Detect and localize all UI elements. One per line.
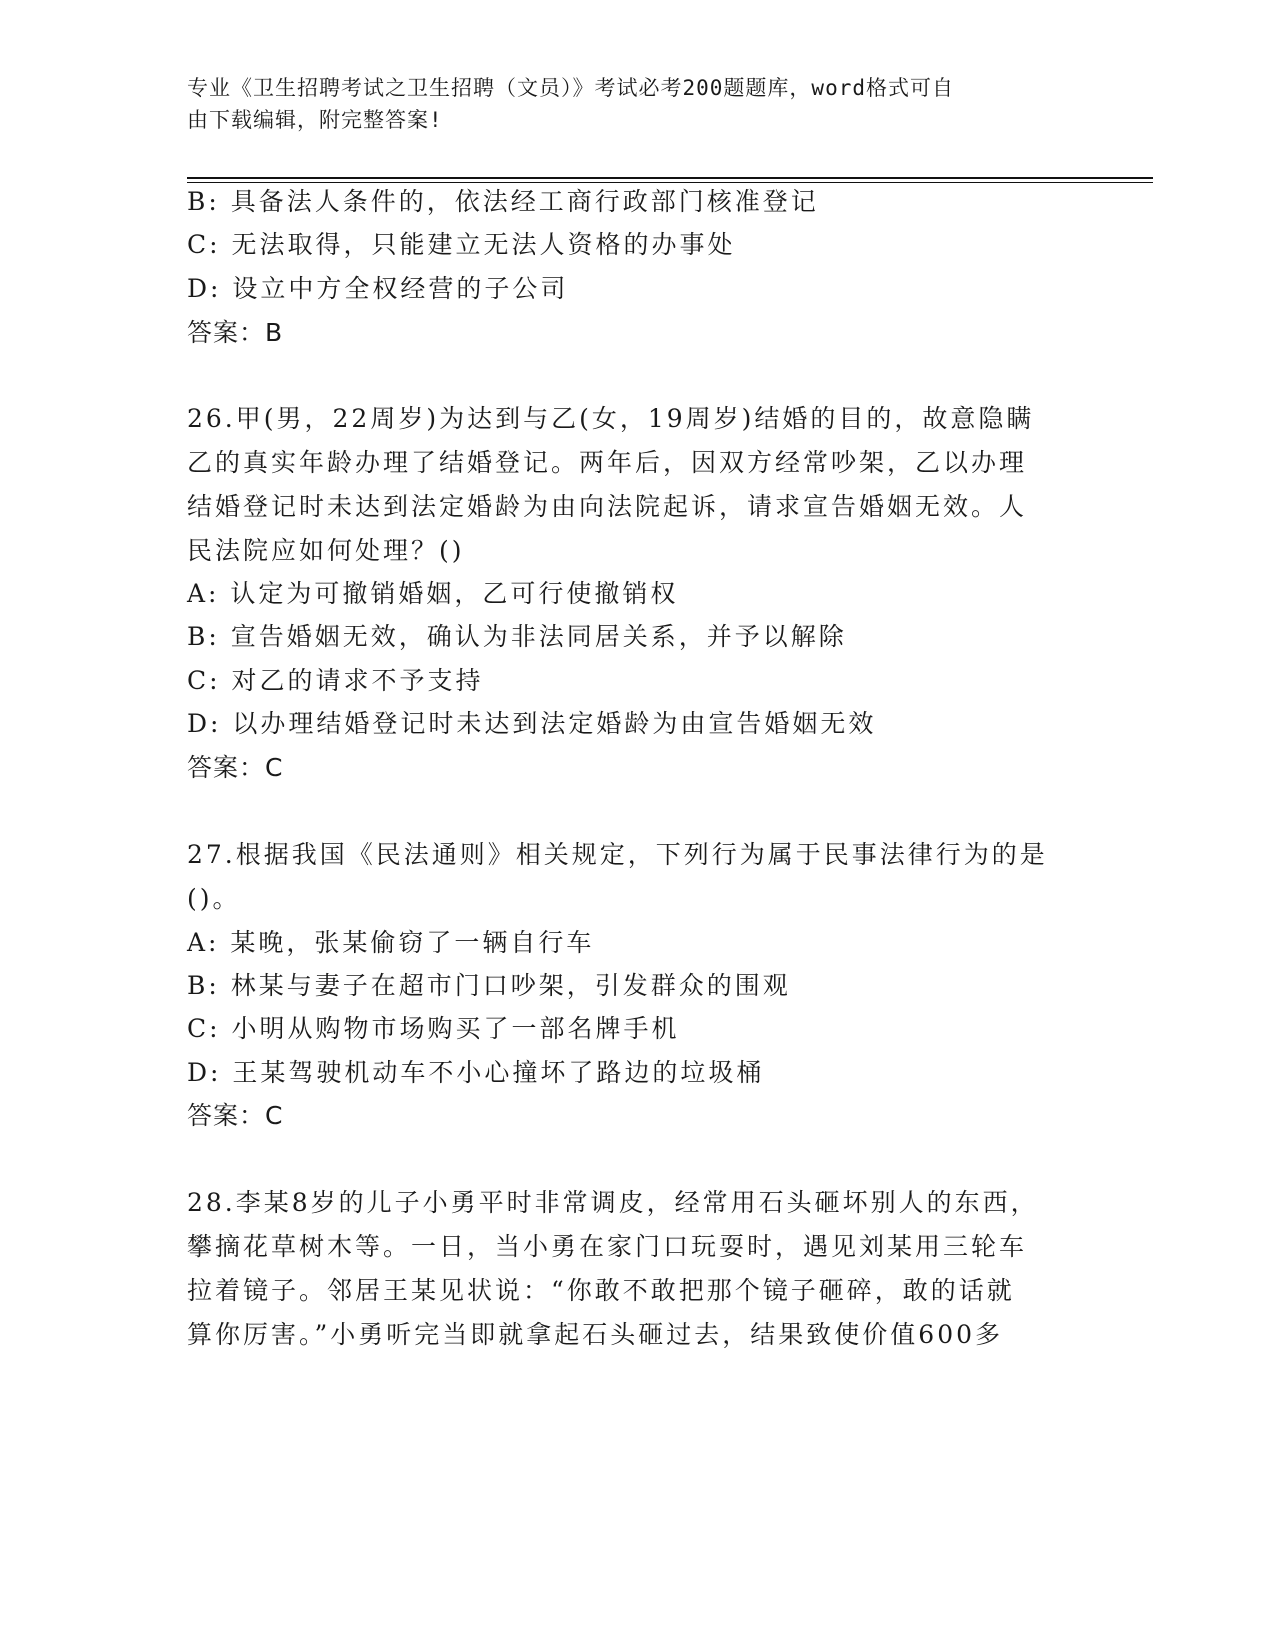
q26-stem-line-2: 乙的真实年龄办理了结婚登记。两年后，因双方经常吵架，乙以办理 <box>187 448 1028 477</box>
q26-option-c: C: 对乙的请求不予支持 <box>187 666 484 695</box>
q27-option-a: A: 某晚，张某偷窃了一辆自行车 <box>187 928 595 957</box>
q26-stem-line-3: 结婚登记时未达到法定婚龄为由向法院起诉，请求宣告婚姻无效。人 <box>187 492 1028 521</box>
q27-stem-line-2: ()。 <box>187 884 241 913</box>
q25-option-c: C: 无法取得，只能建立无法人资格的办事处 <box>187 230 736 259</box>
q27-answer: 答案：C <box>187 1101 284 1130</box>
q25-answer: 答案：B <box>187 318 284 347</box>
q25-option-d: D: 设立中方全权经营的子公司 <box>187 274 569 303</box>
q28-stem-line-4: 算你厉害。”小勇听完当即就拿起石头砸过去，结果致使价值600多 <box>187 1320 1004 1349</box>
document-header <box>187 72 1067 136</box>
q25-option-b: B: 具备法人条件的，依法经工商行政部门核准登记 <box>187 187 819 216</box>
q26-option-a: A: 认定为可撤销婚姻，乙可行使撤销权 <box>187 579 679 608</box>
q26-answer: 答案：C <box>187 753 284 782</box>
q27-option-c: C: 小明从购物市场购买了一部名牌手机 <box>187 1014 680 1043</box>
q26-option-b: B: 宣告婚姻无效，确认为非法同居关系，并予以解除 <box>187 622 847 651</box>
header-line-2: 由下载编辑，附完整答案! <box>187 108 443 132</box>
q27-option-b: B: 林某与妻子在超市门口吵架，引发群众的围观 <box>187 971 791 1000</box>
q28-stem-line-3: 拉着镜子。邻居王某见状说：“你敢不敢把那个镜子砸碎，敢的话就 <box>187 1276 1015 1305</box>
header-line-1: 专业《卫生招聘考试之卫生招聘（文员）》考试必考200题题库，word格式可自 <box>187 76 954 100</box>
q26-stem-line-4: 民法院应如何处理？() <box>187 536 465 565</box>
q26-option-d: D: 以办理结婚登记时未达到法定婚龄为由宣告婚姻无效 <box>187 709 877 738</box>
q26-stem-line-1: 26.甲(男，22周岁)为达到与乙(女，19周岁)结婚的目的，故意隐瞒 <box>187 404 1035 433</box>
q28-stem-line-1: 28.李某8岁的儿子小勇平时非常调皮，经常用石头砸坏别人的东西， <box>187 1188 1039 1217</box>
q27-stem-line-1: 27.根据我国《民法通则》相关规定，下列行为属于民事法律行为的是 <box>187 840 1048 869</box>
q28-stem-line-2: 攀摘花草树木等。一日，当小勇在家门口玩耍时，遇见刘某用三轮车 <box>187 1232 1028 1261</box>
q27-option-d: D: 王某驾驶机动车不小心撞坏了路边的垃圾桶 <box>187 1058 765 1087</box>
